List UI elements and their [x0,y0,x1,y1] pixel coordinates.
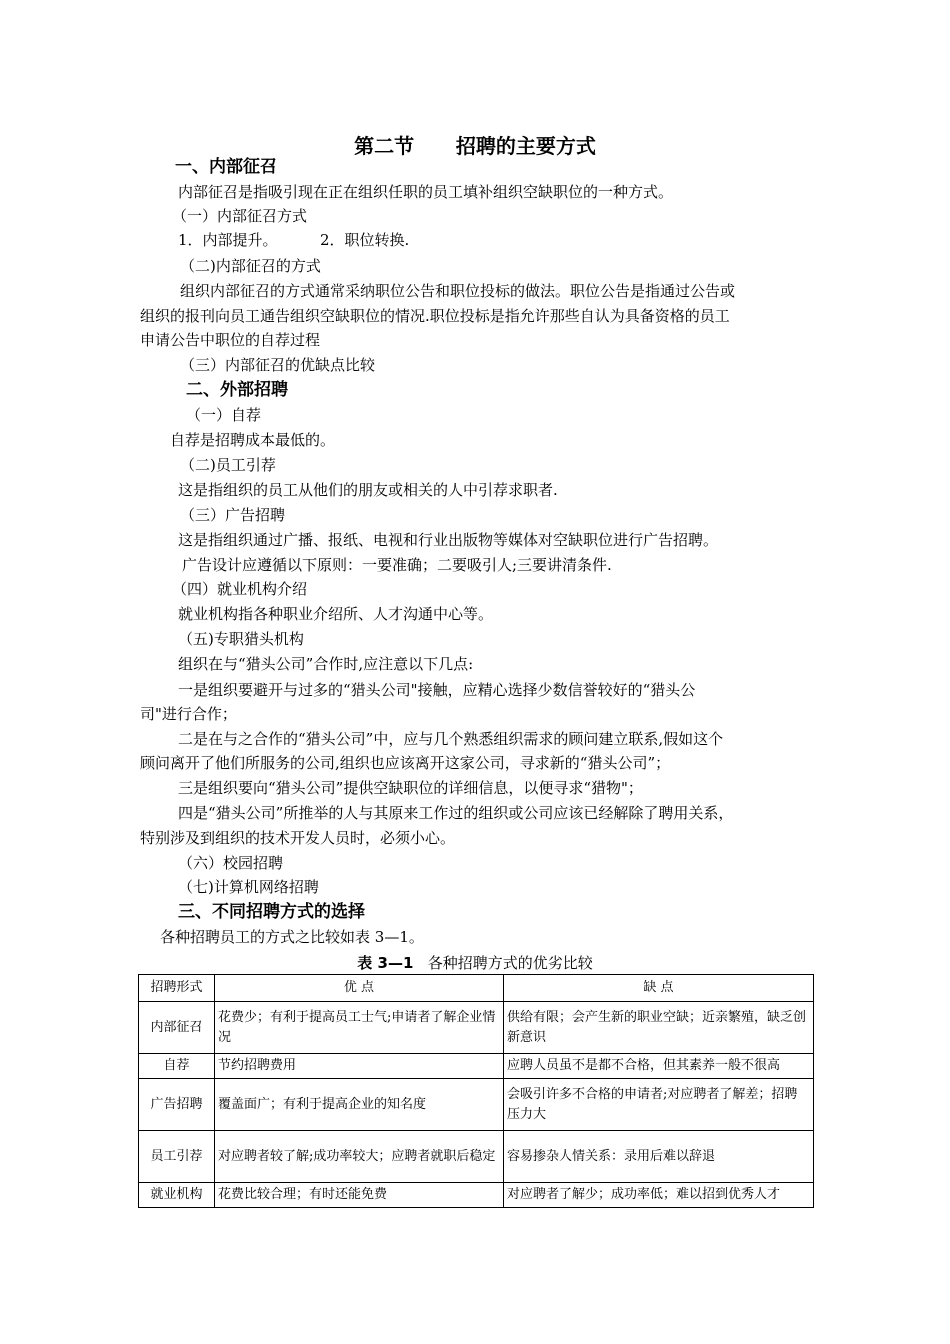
section-heading-internal: 一、内部征召 [175,157,277,177]
table-number: 表 3—1 [357,954,414,972]
table-cell: 自荐 [139,1054,215,1079]
table-cell: 供给有限；会产生新的职业空缺；近亲繁殖，缺乏创新意识 [504,1002,814,1054]
table-header-row [139,975,814,1002]
paragraph: 这是指组织的员工从他们的朋友或相关的人中引荐求职者. [178,481,558,499]
table-row [139,1002,814,1054]
subheading: （四）就业机构介绍 [172,580,308,598]
paragraph-line: 申请公告中职位的自荐过程 [140,331,321,349]
table-cell: 会吸引许多不合格的申请者;对应聘者了解差；招聘压力大 [504,1079,814,1131]
header-cell: 缺 点 [504,975,814,1002]
section-heading-external: 二、外部招聘 [186,380,288,400]
subheading: （二)员工引荐 [180,456,276,474]
table-cell: 员工引荐 [139,1131,215,1183]
table-caption [0,952,950,973]
paragraph-line: 一是组织要避开与过多的“猎头公司"接触，应精心选择少数信誉较好的“猎头公 [178,681,696,699]
subheading: （三）广告招聘 [180,506,286,524]
table-cell: 广告招聘 [139,1079,215,1131]
comparison-table [138,974,814,1208]
subheading: （一）自荐 [186,406,262,424]
table-cell: 节约招聘费用 [215,1054,504,1079]
list-item: 2．职位转换. [320,231,410,249]
section-heading-selection: 三、不同招聘方式的选择 [178,902,365,922]
paragraph: 广告设计应遵循以下原则：一要准确；二要吸引人;三要讲清条件. [182,556,612,574]
table-cell: 花费少；有利于提高员工士气;申请者了解企业情况 [215,1002,504,1054]
paragraph-line: 组织内部征召的方式通常采纳职位公告和职位投标的做法。职位公告是指通过公告或 [180,282,736,300]
table-cell: 应聘人员虽不是都不合格，但其素养一般不很高 [504,1054,814,1079]
table-row [139,1131,814,1183]
paragraph-line: 顾问离开了他们所服务的公司,组织也应该离开这家公司，寻求新的“猎头公司”； [140,754,671,772]
table-row [139,1079,814,1131]
paragraph: 三是组织要向“猎头公司”提供空缺职位的详细信息，以便寻求“猎物"； [178,779,643,797]
subheading: （六）校园招聘 [178,854,284,872]
header-cell: 优 点 [215,975,504,1002]
page-title: 第二节 招聘的主要方式 [354,134,596,158]
paragraph: 内部征召是指吸引现在正在组织任职的员工填补组织空缺职位的一种方式。 [178,183,674,201]
subheading: （五)专职猎头机构 [178,630,304,648]
subheading: （三）内部征召的优缺点比较 [180,356,376,374]
paragraph-line: 四是“猎头公司”所推举的人与其原来工作过的组织或公司应该已经解除了聘用关系， [178,804,734,822]
paragraph-line: 司"进行合作； [140,705,237,723]
list-item: 1．内部提升。 [178,231,278,249]
table-cell: 对应聘者较了解;成功率较大；应聘者就职后稳定 [215,1131,504,1183]
table-row [139,1183,814,1208]
subheading: （一）内部征召方式 [172,207,308,225]
table-cell: 覆盖面广；有利于提高企业的知名度 [215,1079,504,1131]
table-cell: 容易掺杂人情关系：录用后难以辞退 [504,1131,814,1183]
paragraph: 各种招聘员工的方式之比较如表 3—1。 [160,928,424,946]
subheading: （二)内部征召的方式 [180,257,321,275]
paragraph: 这是指组织通过广播、报纸、电视和行业出版物等媒体对空缺职位进行广告招聘。 [178,531,719,549]
subheading: （七)计算机网络招聘 [178,878,319,896]
paragraph-line: 特别涉及到组织的技术开发人员时，必须小心。 [140,829,456,847]
paragraph-line: 二是在与之合作的“猎头公司”中，应与几个熟悉组织需求的顾问建立联系,假如这个 [178,730,724,748]
header-cell: 招聘形式 [139,975,215,1002]
table-caption-text: 各种招聘方式的优劣比较 [413,954,593,972]
paragraph: 自荐是招聘成本最低的。 [170,431,336,449]
table-cell: 就业机构 [139,1183,215,1208]
table-cell: 花费比较合理；有时还能免费 [215,1183,504,1208]
table-cell: 内部征召 [139,1002,215,1054]
paragraph-line: 组织的报刊向员工通告组织空缺职位的情况.职位投标是指允许那些自认为具备资格的员工 [140,307,730,325]
table-row [139,1054,814,1079]
paragraph: 组织在与“猎头公司”合作时,应注意以下几点: [178,655,474,673]
paragraph: 就业机构指各种职业介绍所、人才沟通中心等。 [178,605,494,623]
table-cell: 对应聘者了解少；成功率低；难以招到优秀人才 [504,1183,814,1208]
